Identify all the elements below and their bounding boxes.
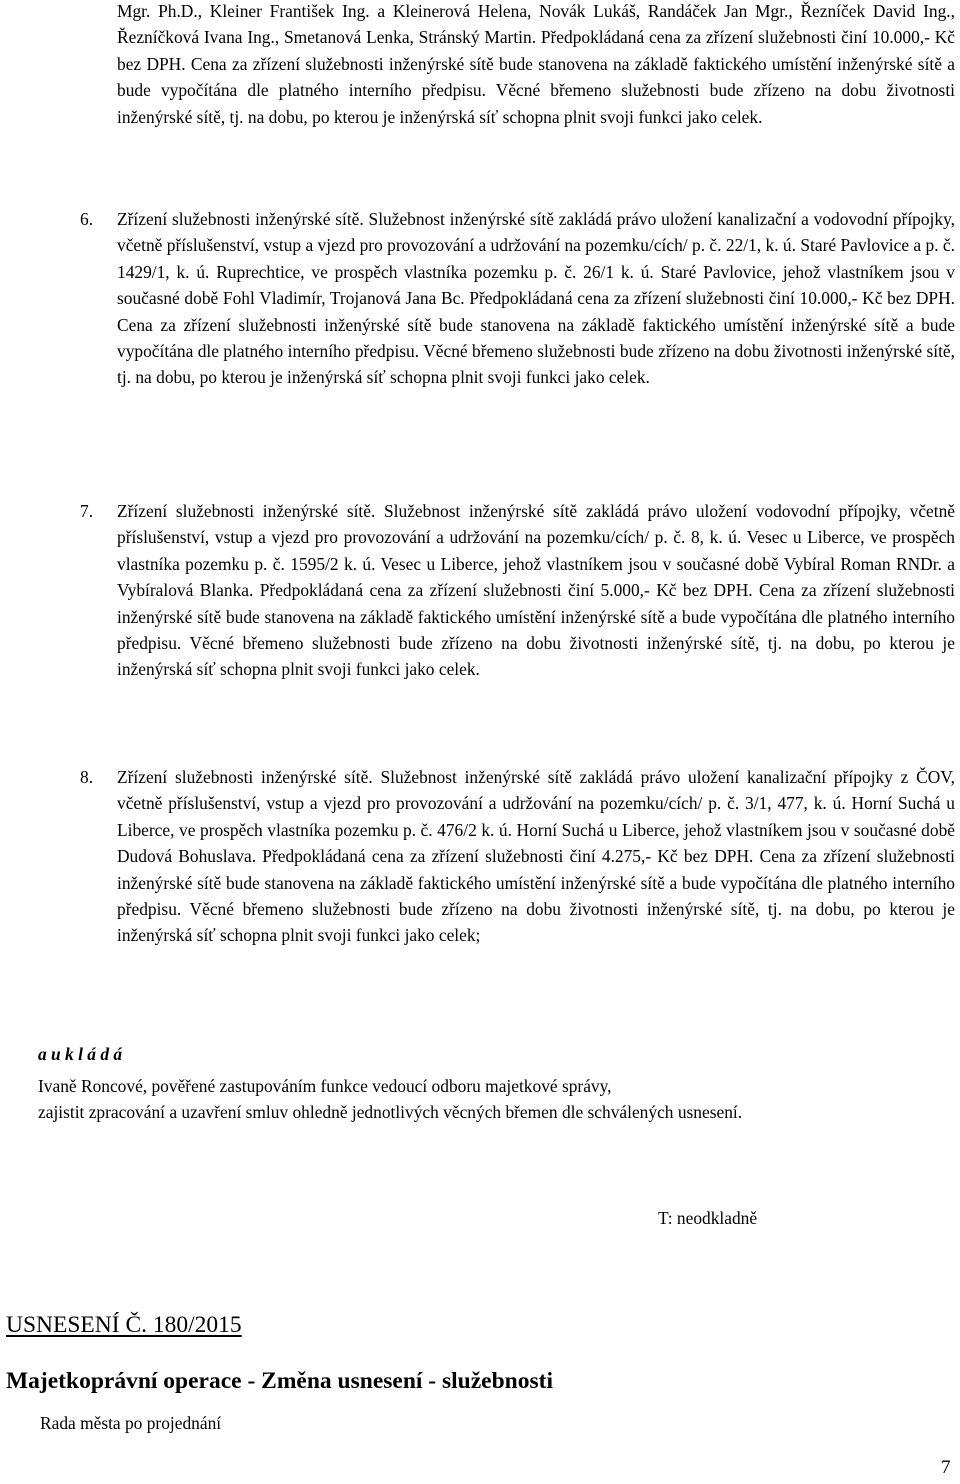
resolution-title: USNESENÍ Č. 180/2015 xyxy=(6,1312,242,1338)
page-number: 7 xyxy=(941,1457,951,1478)
uklada-line-2: zajistit zpracování a uzavření smluv ohledně jednotlivých věcných břemen dle schválených usnesení. xyxy=(38,1102,743,1123)
resolution-subject: Majetkoprávní operace - Změna usnesení - služebnosti xyxy=(6,1368,554,1394)
item-7-number: 7. xyxy=(80,501,94,521)
resolution-body-start: Rada města po projednání xyxy=(40,1413,222,1433)
item-6-text: Zřízení služebnosti inženýrské sítě. Služebnost inženýrské sítě zakládá právo uložení kanalizační a vodovodní přípojky, včetně příslušenství, vstup a vjezd pro provozování a udržování na pozemku/cích/ p. č. 22/1, k. ú. Staré Pavlovice a p. č. 1429/1, k. ú. Ruprechtice, ve prospěch vlastníka pozemku p. č. 26/1 k. ú. Staré Pavlovice, jehož vlastníkem jsou v současné době Fohl Vladimír, Trojanová Jana Bc. Předpokládaná cena za zřízení služebnosti činí 10.000,- Kč bez DPH. Cena za zřízení služebnosti inženýrské sítě bude stanovena na základě faktického umístění inženýrské sítě a bude vypočítána dle platného interního předpisu. Věcné břemeno služebnosti bude zřízeno na dobu životnosti inženýrské sítě, tj. na dobu, po kterou je inženýrská síť schopna plnit svoji funkci jako celek. xyxy=(117,209,955,388)
uklada-heading: a u k l á d á xyxy=(38,1044,123,1064)
uklada-body xyxy=(38,1073,955,1126)
continued-paragraph: Mgr. Ph.D., Kleiner František Ing. a Kleinerová Helena, Novák Lukáš, Randáček Jan Mgr., Řezníček David Ing., Řezníčková Ivana Ing., Smetanová Lenka, Stránský Martin. Předpokládaná cena za zřízení služebnosti činí 10.000,- Kč bez DPH. Cena za zřízení služebnosti inženýrské sítě bude stanovena na základě faktického umístění inženýrské sítě a bude vypočítána dle platného interního předpisu. Věcné břemeno služebnosti bude zřízeno na dobu životnosti inženýrské sítě, tj. na dobu, po kterou je inženýrská síť schopna plnit svoji funkci jako celek. xyxy=(117,1,955,127)
item-8-number: 8. xyxy=(80,767,94,787)
uklada-line-1: Ivaně Roncové, pověřené zastupováním funkce vedoucí odboru majetkové správy, xyxy=(38,1076,612,1096)
item-8-text: Zřízení služebnosti inženýrské sítě. Služebnost inženýrské sítě zakládá právo uložení kanalizační přípojky z ČOV, včetně příslušenství, vstup a vjezd pro provozování a udržování na pozemku/cích/ p. č. 3/1, 477, k. ú. Horní Suchá u Liberce, ve prospěch vlastníka pozemku p. č. 476/2 k. ú. Horní Suchá u Liberce, jehož vlastníkem jsou v současné době Dudová Bohuslava. Předpokládaná cena za zřízení služebnosti činí 4.275,- Kč bez DPH. Cena za zřízení služebnosti inženýrské sítě bude stanovena na základě faktického umístění inženýrské sítě a bude vypočítána dle platného interního předpisu. Věcné břemeno služebnosti bude zřízeno na dobu životnosti inženýrské sítě, tj. na dobu, po kterou je inženýrská síť schopna plnit svoji funkci jako celek; xyxy=(117,767,955,946)
deadline: T: neodkladně xyxy=(658,1208,758,1228)
item-6-number: 6. xyxy=(80,209,94,229)
item-7-text: Zřízení služebnosti inženýrské sítě. Služebnost inženýrské sítě zakládá právo uložení vodovodní přípojky, včetně příslušenství, vstup a vjezd pro provozování a udržování na pozemku/cích/ p. č. 8, k. ú. Vesec u Liberce, ve prospěch vlastníka pozemku p. č. 1595/2 k. ú. Vesec u Liberce, jehož vlastníkem jsou v současné době Vybíral Roman RNDr. a Vybíralová Blanka. Předpokládaná cena za zřízení služebnosti činí 5.000,- Kč bez DPH. Cena za zřízení služebnosti inženýrské sítě bude stanovena na základě faktického umístění inženýrské sítě a bude vypočítána dle platného interního předpisu. Věcné břemeno služebnosti bude zřízeno na dobu životnosti inženýrské sítě, tj. na dobu, po kterou je inženýrská síť schopna plnit svoji funkci jako celek. xyxy=(117,501,955,680)
